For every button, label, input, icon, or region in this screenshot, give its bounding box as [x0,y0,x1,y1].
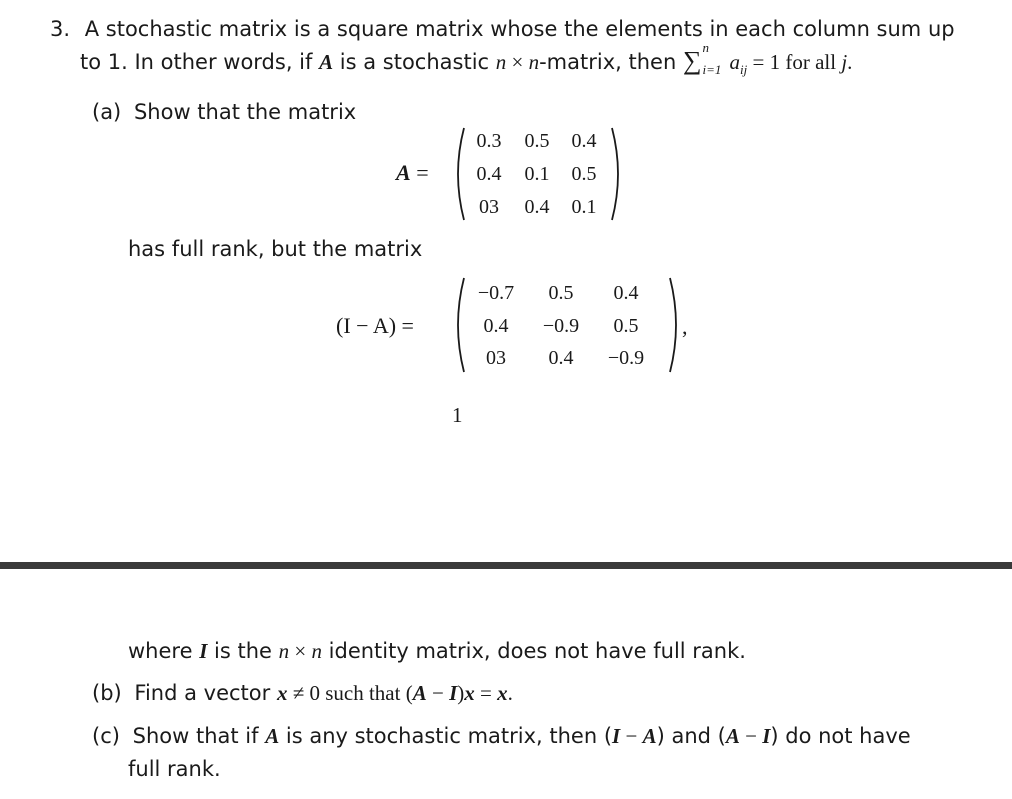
matrix-IA-cell: −0.9 [542,315,580,337]
part-a-between-text: has full rank, but the matrix [128,237,423,261]
matrix-A-cell: 03 [479,196,499,218]
part-c-I-2: I [762,724,771,748]
symbol-j: j [841,50,848,74]
symbol-A: A [319,50,334,74]
part-b-label: (b) [92,681,122,705]
cont-I: I [199,639,208,663]
part-b-close: ) [457,681,465,705]
part-b-x: x [276,681,288,705]
part-c-A-3: A [725,724,740,748]
part-b-minus: − [426,681,450,705]
part-b-text-start: Find a vector [134,681,277,705]
part-c-label: (c) [92,724,120,748]
intro2-period: . [847,50,853,74]
part-c-text-mid: is any stochastic matrix, then ( [279,724,613,748]
matrix-IA-cell: 03 [486,347,506,369]
matrix-IA-right-paren-icon [668,276,682,374]
problem-intro-line1 [50,16,955,42]
matrix-IA-label: (I − A) = [336,313,414,338]
part-c-A: A [265,724,280,748]
matrix-A-cell: 0.4 [571,130,597,152]
part-c-text-start: Show that if [132,724,266,748]
cont-mid: is the [207,639,279,663]
matrix-IA-cell: −0.9 [607,347,645,369]
part-a-continuation [128,638,746,664]
part-c-minus: − [620,724,643,748]
part-a-label: (a) [92,100,122,124]
matrix-A-cell: 0.5 [571,163,597,185]
page-number: 1 [452,403,463,427]
part-c-line2: full rank. [128,757,221,781]
matrix-IA-cell: 0.4 [613,282,639,304]
matrix-IA-cell: 0.5 [613,315,639,337]
symbol-a: a [729,50,740,74]
part-c-line [92,723,911,749]
intro2-end: = 1 for all [747,50,842,74]
symbol-n-2: n [528,50,540,74]
cont-start: where [128,639,200,663]
part-c-text-end: ) do not have [770,724,911,748]
matrix-A-cell: 0.1 [571,196,597,218]
sum-upper: n [702,40,709,55]
intro2-mid2: -matrix, then [539,50,683,74]
intro2-mid: is a stochastic [333,50,496,74]
symbol-aij-sub: ij [740,62,748,78]
part-b-neq: ≠ 0 such that ( [287,681,413,705]
cont-n-2: n [311,639,322,663]
matrix-IA-left-paren-icon [452,276,466,374]
cont-end: identity matrix, does not have full rank. [321,639,746,663]
cont-times: × [294,639,307,663]
problem-number: 3. [50,17,71,41]
part-a-line [92,99,356,125]
matrix-A-cell: 0.1 [524,163,550,185]
symbol-times: × [511,50,524,74]
matrix-A-cell: 0.4 [524,196,550,218]
part-c-minus-2: − [739,724,763,748]
intro2-start: to 1. In other words, if [80,50,320,74]
matrix-IA-trailing-comma: , [682,314,688,339]
matrix-A-label: A = [396,160,429,185]
cont-n: n [278,639,290,663]
part-b-x-2: x [464,681,475,705]
part-b-I: I [449,681,458,705]
matrix-A-cell: 0.5 [524,130,550,152]
part-c-A-2: A [642,724,657,748]
matrix-A-symbol: A [396,160,411,185]
sum-lower: i=1 [702,62,722,77]
matrix-A-cell: 0.3 [476,130,502,152]
problem-intro-line2 [80,40,853,78]
sum-limits [702,40,724,77]
part-a-text: Show that the matrix [133,100,357,124]
sum-sigma-icon: ∑ [682,46,702,75]
part-b-end: . [507,681,513,705]
problem-intro-text: A stochastic matrix is a square matrix whose the elements in each column sum up [84,17,955,41]
part-b-eq: = [474,681,498,705]
page-break-divider [0,562,1012,569]
matrix-IA-cell: 0.4 [483,315,509,337]
symbol-n: n [495,50,507,74]
part-b-line [92,680,513,706]
part-c-I: I [612,724,621,748]
matrix-A-cell: 0.4 [476,163,502,185]
matrix-IA-cell: 0.5 [548,282,574,304]
matrix-IA-cell: 0.4 [548,347,574,369]
part-b-x-3: x [497,681,508,705]
part-c-text-and: ) and ( [656,724,726,748]
part-b-A: A [412,681,427,705]
matrix-IA-cell: −0.7 [477,282,515,304]
